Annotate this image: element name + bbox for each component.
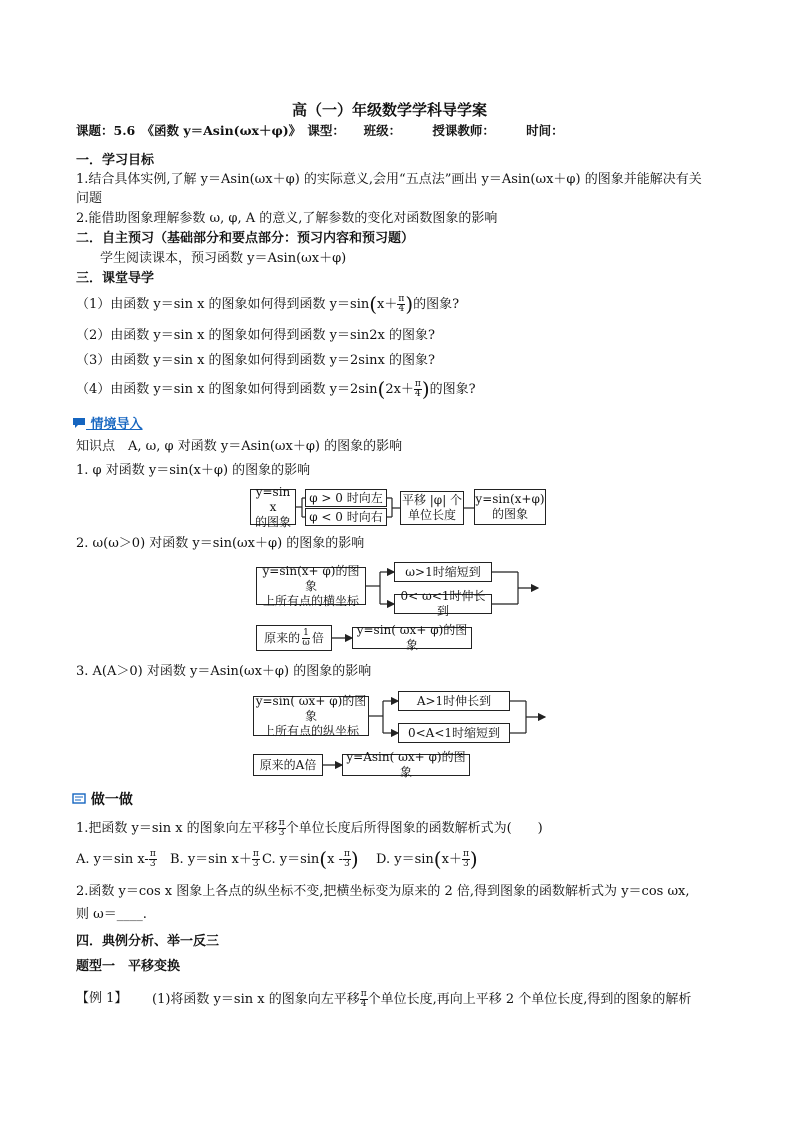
d2-shrink-box: ω>1时缩短到 xyxy=(394,562,492,582)
pencil-note-icon xyxy=(72,792,91,808)
question-4: （4）由函数 y＝sin x 的图象如何得到函数 y＝2sin(2x＋ $\frac{\pi}{4}$ )的图象? xyxy=(76,377,476,401)
d3-shrink-box: 0<A<1时缩短到 xyxy=(398,723,510,743)
section-2-title: 二．自主预习（基础部分和要点部分：预习内容和预习题） xyxy=(76,231,415,246)
question-1: （1）由函数 y＝sin x 的图象如何得到函数 y＝sin(x＋ $\frac{\pi}{4}$ )的图象? xyxy=(76,292,460,316)
exercise-2-line2: 则 ω＝____. xyxy=(76,907,147,922)
objective-1-line1: 1.结合具体实例,了解 y＝Asin(ωx＋φ) 的实际意义,会用“五点法”画出 y＝Asin(ωx＋φ) 的图象并能解决有关 xyxy=(76,172,702,187)
exercise-1: 1.把函数 y＝sin x 的图象向左平移 $\frac{\pi}{3}$ 个单位长度后所得图象的函数解析式为( ) xyxy=(76,818,543,838)
knowledge-point: 知识点 A, ω, φ 对函数 y＝Asin(ωx＋φ) 的图象的影响 xyxy=(76,439,403,454)
d2-stretch-box: 0< ω<1时伸长到 xyxy=(394,594,492,614)
d3-start-box: y=sin( ωx+ φ)的图象 上所有点的纵坐标 xyxy=(253,696,369,736)
preview-text: 学生阅读课本，预习函数 y＝Asin(ωx＋φ) xyxy=(100,251,347,266)
question-3: （3）由函数 y＝sin x 的图象如何得到函数 y＝2sinx 的图象? xyxy=(76,353,435,368)
d1-start-box: y=sin x 的图象 xyxy=(250,489,296,525)
d1-shift-box: 平移 |φ| 个 单位长度 xyxy=(400,491,464,525)
d1-result-box: y=sin(x+φ) 的图象 xyxy=(474,489,546,525)
objective-1-line2: 问题 xyxy=(76,191,103,206)
option-b[interactable]: B. y＝sin x＋ $\frac{\pi}{3}$ xyxy=(170,849,259,869)
option-c[interactable]: C. y＝sin(x - $\frac{\pi}{3}$ ) xyxy=(262,847,359,871)
d2-factor-box: 原来的 $\frac{1}{\omega}$ 倍 xyxy=(256,625,332,651)
option-a[interactable]: A. y＝sin x- $\frac{\pi}{3}$ xyxy=(76,849,156,869)
exercise-2-line1: 2.函数 y＝cos x 图象上各点的纵坐标不变,把横坐标变为原来的 2 倍,得到图象的函数解析式为 y＝cos ωx, xyxy=(76,884,690,899)
page-title: 高（一）年级数学学科导学案 xyxy=(292,101,488,119)
d2-result-box: y=sin( ωx+ φ)的图象 xyxy=(352,627,472,649)
example-1-label: 【例 1】 xyxy=(76,991,128,1006)
point-1-phi: 1. φ 对函数 y＝sin(x＋φ) 的图象的影响 xyxy=(76,463,311,478)
lesson-meta: 课题：5.6 《函数 y＝Asin(ωx＋φ)》 课型： 班级： 授课教师： 时间： xyxy=(76,123,564,138)
objective-2: 2.能借助图象理解参数 ω, φ, A 的意义,了解参数的变化对函数图象的影响 xyxy=(76,211,498,226)
section-4-title: 四．典例分析、举一反三 xyxy=(76,934,220,949)
d3-result-box: y=Asin( ωx+ φ)的图象 xyxy=(342,754,470,776)
point-3-amplitude: 3. A(A＞0) 对函数 y＝Asin(ωx＋φ) 的图象的影响 xyxy=(76,664,372,679)
exercise-heading: 做一做 xyxy=(72,791,133,809)
option-d[interactable]: D. y＝sin(x＋ $\frac{\pi}{3}$ ) xyxy=(376,847,478,871)
d1-left-box: φ > 0 时向左 xyxy=(305,489,387,507)
section-1-title: 一．学习目标 xyxy=(76,153,155,168)
d1-right-box: φ < 0 时向右 xyxy=(305,508,387,526)
question-2: （2）由函数 y＝sin x 的图象如何得到函数 y＝sin2x 的图象? xyxy=(76,328,435,343)
d3-stretch-box: A>1时伸长到 xyxy=(398,691,510,711)
problem-type-1: 题型一 平移变换 xyxy=(76,959,181,974)
example-1-text: (1)将函数 y＝sin x 的图象向左平移 $\frac{\pi}{4}$ 个单位长度,再向上平移 2 个单位长度,得到的图象的解析 xyxy=(152,989,692,1009)
situation-heading: 情境导入 xyxy=(72,416,143,434)
section-3-title: 三．课堂导学 xyxy=(76,271,155,286)
d2-start-box: y=sin(x+ φ)的图象 上所有点的横坐标 xyxy=(256,567,366,605)
d3-factor-box: 原来的A倍 xyxy=(253,754,323,776)
point-2-omega: 2. ω(ω＞0) 对函数 y＝sin(ωx＋φ) 的图象的影响 xyxy=(76,536,365,551)
